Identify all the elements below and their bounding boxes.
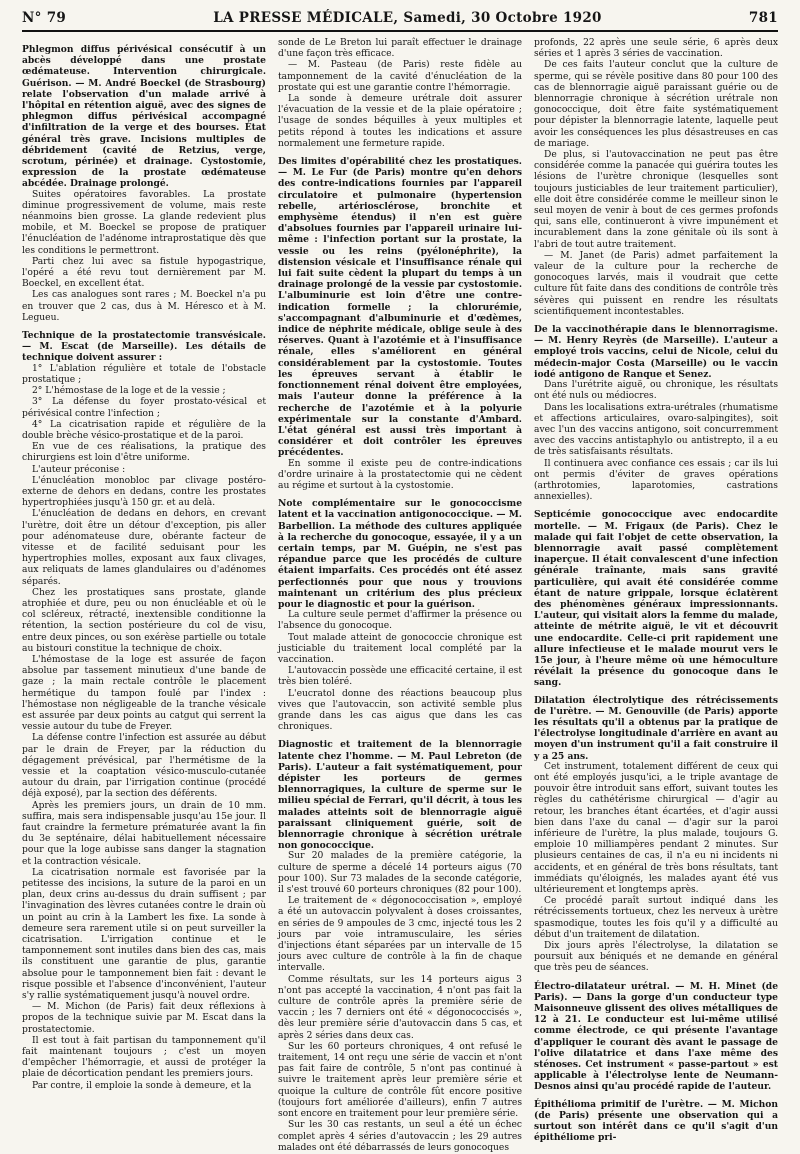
paragraph: — M. Michon (de Paris) fait deux réflexions à propos de la technique suivie par M. Escat dans la prostatectomie. [22, 1002, 266, 1035]
section-heading: Électro-dilatateur urétral. — M. H. Minet (de Paris). — Dans la gorge d'un conducteur type Maisonneuve glissent des olives métalliques de 12 à 21. Le conducteur est lui-même utilisé comme électrode, ce qui présente l'avantage d'appliquer le courant dès avant le passage de l'olive dilatatrice et dans l'axe même des sténoses. Cet instrument « passe-partout » est applicable à l'électrolyse lente de Neumann-Desnos ainsi qu'au procédé rapide de l'auteur. [534, 980, 778, 1093]
paragraph: Sur 20 malades de la première catégorie, la culture de sperme a décelé 14 porteurs aigus (70 pour 100). Sur 73 malades de la seconde catégorie, il s'est trouvé 60 porteurs chroniques (82 pour 100). [278, 851, 522, 896]
paragraph: Suites opératoires favorables. La prostate diminue progressivement de volume, mais reste néanmoins bien grosse. La glande redevient plus mobile, et M. Boeckel se propose de pratiquer l'énucléation de l'adénome intraprostatique dès que les conditions le permettront. [22, 189, 266, 256]
section-heading: Note complémentaire sur le gonococcisme latent et la vaccination antigonococcique. — M. Barbellion. La méthode des cultures appliquée à la recherche du gonocoque, essayée, il y a un certain temps, par M. Guépin, ne s'est pas répandue parce que les procédés de culture étaient imparfaits. Ces procédés ont été assez perfectionnés pour que nous y trouvions maintenant un critérium des plus précieux pour le diagnostic et pour la guérison. [278, 498, 522, 610]
paragraph: Parti chez lui avec sa fistule hypogastrique, l'opéré a été revu tout dernièrement par M. Boeckel, en excellent état. [22, 256, 266, 290]
paragraph: L'énucléation monobloc par clivage postéro-externe de dehors en dedans, contre les prostates hypertrophiées jusqu'à 150 gr. et au delà. [22, 475, 266, 509]
paragraph: L'eucratol donne des réactions beaucoup plus vives que l'autovaccin, son activité semble plus grande dans les cas aigus que dans les cas chroniques. [278, 688, 522, 733]
paragraph: Les cas analogues sont rares ; M. Boeckel n'a pu en trouver que 2 cas, dus à M. Héresco et à M. Legueu. [22, 290, 266, 323]
paragraph: sonde de Le Breton lui paraît effectuer le drainage d'une façon très efficace. [278, 38, 522, 60]
paragraph: L'énucléation de dedans en dehors, en crevant l'urètre, doit être un détour d'exception, pis aller pour adénomateuse dure, obérante facteur de vitesse et de facilité seduisant pour les hypertrophies molles, exposant aux faux clivages, aux reliquats de lames glandulaires ou d'adénomes séparés. [22, 509, 266, 587]
paragraph: Après les premiers jours, un drain de 10 mm. suffira, mais sera indispensable jusqu'au 15e jour. Il faut craindre la fermeture prématurée avant la fin du 3e septénaire, délai habituellement nécessaire pour que la loge aubisse sans danger la stagnation et la contraction vésicale. [22, 800, 266, 867]
paragraph: Ce procédé paraît surtout indiqué dans les rétrécissements tortueux, chez les nerveux à urètre spasmodique, toutes les fois qu'il y a difficulté au début d'un traitement de dilatation. [534, 896, 778, 940]
column-1 [22, 38, 266, 1091]
section-heading: De la vaccinothérapie dans le blennorragisme. — M. Henry Reyrès (de Marseille). L'auteur a employé trois vaccins, celui de Nicole, celui du médecin-major Costa (Marseille) ou le vaccin iodé antigono de Ranque et Senez. [534, 324, 778, 380]
paragraph: Dix jours après l'électrolyse, la dilatation se poursuit aux béniqués et ne demande en général que très peu de séances. [534, 941, 778, 974]
paragraph: De plus, si l'autovaccination ne peut pas être considérée comme la panacée qui guérira toutes les lésions de l'urètre chronique (lesquelles sont toujours justiciables de leur traitement particulier), elle doit être considérée comme le meilleur sinon le seul moyen de venir à bout de ces germes profonds qui, sans elle, continueront à vivre impunément et incurablement dans la zone génitale où ils sont à l'abri de tout autre traitement. [534, 150, 778, 250]
paragraph: profonds, 22 après une seule série, 6 après deux séries et 1 après 3 séries de vaccination. [534, 38, 778, 60]
paragraph: De ces faits l'auteur conclut que la culture de sperme, qui se révèle positive dans 80 pour 100 des cas de blennorragie aiguë paraissant guérie ou de blennorragie chronique à sécrétion urétrale non gonococcique, doit être faite systématiquement pour dépister la blennorragie latente, laquelle peut avoir les conséquences les plus désastreuses en cas de mariage. [534, 60, 778, 149]
paragraph: 1° L'ablation régulière et totale de l'obstacle prostatique ; [22, 363, 266, 385]
paragraph: En somme il existe peu de contre-indications d'ordre urinaire à la prostatectomie qui ne cèdent au régime et surtout à la cystostomie. [278, 458, 522, 491]
paragraph: La cicatrisation normale est favorisée par la petitesse des incisions, la suture de la paroi en un plan, deux crins au-dessus du drain suffisent ; par l'invagination des lèvres cutanées contre le drain où un point au crin à la Lambert les fixe. La sonde à demeure sera rarement utile si on peut surveiller la cicatrisation. L'irrigation continue et le tamponnement sont inutiles dans bien des cas, mais ils constituent une garantie de plus, garantie absolue pour le tamponnement bien fait : devant le risque possible et l'absence d'inconvénient, l'auteur s'y rallie systématiquement jusqu'à nouvel ordre. [22, 867, 266, 1002]
page-header [22, 10, 778, 30]
article-columns [22, 38, 778, 1153]
paragraph: L'auteur préconise : [32, 464, 126, 475]
paragraph: Il continuera avec confiance ces essais ; car ils lui ont permis d'éviter de graves opérations (arthrotomies, laparotomies, castrations annexielles). [534, 458, 778, 503]
publication-title: LA PRESSE MÉDICALE, Samedi, 30 Octobre 1920 [213, 10, 602, 26]
page-number: 781 [748, 10, 778, 26]
paragraph: L'autovaccin possède une efficacité certaine, il est très bien toléré. [278, 666, 522, 688]
section-heading: Des limites d'opérabilité chez les prostatiques. — M. Le Fur (de Paris) montre qu'en dehors des contre-indications fournies par l'appareil circulatoire et pulmonaire (hypertension rebelle, artériosclérose, bronchite et emphysème étendus) il n'en est guère d'absolues fournies par l'appareil urinaire lui-même : l'infection portant sur la prostate, la vessie ou les reins (pyélonéphrite), la distension vésicale et l'insuffisance rénale qui lui fait suite cèdent la plupart du temps à un drainage prolongé de la vessie par cystostomie. L'albuminurie est loin d'être une contre-indication formelle ; la chlorurémie, s'accompagnant d'albuminurie et d'œdèmes, indice de néphrite médicale, oblige seule à des réserves. Quant à l'azotémie et à l'insuffisance rénale, elles s'améliorent en général considérablement par la cystostomie. Toutes les épreuves servant à établir le fonctionnement rénal doivent être employées, mais l'auteur donne la préférence à la recherche de l'azotémie et à la polyurie expérimentale sur la constante d'Ambard. L'état général est aussi très important à considérer et doit contrôler les épreuves précédentes. [278, 156, 522, 459]
paragraph: En vue de ces réalisations, la pratique des chirurgiens est loin d'être uniforme. [22, 442, 266, 464]
paragraph: Chez les prostatiques sans prostate, glande atrophiée et dure, peu ou non énucléable et où le col scléreux, rétracté, inextensible conditionne la rétention, la section postérieure du col de visu, entre deux pinces, ou son exérèse partielle ou totale au bistouri constitue la technique de choix. [22, 587, 266, 654]
paragraph: Par contre, il emploie la sonde à demeure, et la [32, 1080, 252, 1091]
section-heading: Diagnostic et traitement de la blennorragie latente chez l'homme. — M. Paul Lebreton (de Paris). L'auteur a fait systématiquement, pour dépister les porteurs de germes blennorragiques, la culture de sperme sur le milieu spécial de Ferrari, qu'il décrit, à tous les malades atteints soit de blennorragie aiguë paraissant cliniquement guérie, soit de blennorragie chronique à sécrétion urétrale non gonococcique. [278, 739, 522, 852]
section-heading: Phlegmon diffus périvésical consécutif à un abcès développé dans une prostate œdémateuse. Intervention chirurgicale. Guérison. — M. André Boeckel (de Strasbourg) relate l'observation d'un malade arrivé à l'hôpital en rétention aiguë, avec des signes de phlegmon diffus périvésical accompagné d'infiltration de la verge et des bourses. État général très grave. Incisions multiples de débridement (cavité de Retzius, verge, scrotum, périnée) et drainage. Cystostomie, expression de la prostate œdémateuse abcédée. Drainage prolongé. [22, 44, 266, 190]
paragraph: 2° L'hémostase de la loge et de la vessie ; [32, 386, 226, 397]
paragraph: Dans l'urétrite aiguë, ou chronique, les résultats ont été nuls ou médiocres. [534, 380, 778, 402]
paragraph: Le traitement de « dégonococcisation », employé a été un autovaccin polyvalent à doses croissantes, en séries de 9 ampoules de 3 cmc, injecté tous les 2 jours par voie intramusculaire, les séries d'injections étant séparées par un intervalle de 15 jours avec culture de contrôle à la fin de chaque intervalle. [278, 896, 522, 974]
header-rule [22, 30, 778, 32]
paragraph: Dans les localisations extra-urétrales (rhumatisme et affections articulaires, ovaro-salpingites), soit avec l'un des vaccins antigono, soit concurremment avec des vaccins antistaphylo ou antistrepto, il a eu de très satisfaisants résultats. [534, 402, 778, 458]
paragraph: L'hémostase de la loge est assurée de façon absolue par tassement minutieux d'une bande de gaze ; la main rectale contrôle le placement hermétique du tampon foulé par l'index : l'hémostase non négligeable de la tranche vésicale est assurée par deux points au catgut qui serrent la vessie autour du tube de Freyer. [22, 654, 266, 733]
paragraph: Sur les 30 cas restants, un seul a été un échec complet après 4 séries d'autovaccin ; les 29 autres malades ont été débarrassés de leurs gonocoques [278, 1120, 522, 1153]
issue-number: N° 79 [22, 10, 67, 26]
section-heading: Technique de la prostatectomie transvésicale. — M. Escat (de Marseille). Les détails de technique doivent assurer : [22, 330, 266, 364]
section-heading: Septicémie gonococcique avec endocardite mortelle. — M. Frigaux (de Paris). Chez le malade qui fait l'objet de cette observation, la blennorragie avait passé complètement inaperçue. Il était convalescent d'une infection générale traînante, mais sans gravité particulière, qui avait été considérée comme étant de nature grippale, lorsque éclatèrent des phénomènes généraux impressionnants. L'auteur, qui visitait alors la femme du malade, atteinte de métrite aiguë, le vit et découvrit une endocardite. Celle-ci prit rapidement une allure infectieuse et le malade mourut vers le 15e jour, à l'heure même où une hémoculture révélait la présence du gonocoque dans le sang. [534, 509, 778, 689]
section-heading: Dilatation électrolytique des rétrécissements de l'urètre. — M. Genouville (de Paris) apporte les résultats qu'il a obtenus par la pratique de l'électrolyse longitudinale d'arrière en avant au moyen d'un instrument qu'il a fait construire il y a 25 ans. [534, 694, 778, 762]
paragraph: Cet instrument, totalement différent de ceux qui ont été employés jusqu'ici, a le triple avantage de pouvoir être introduit sans effort, suivant toutes les règles du cathétérisme chirurgical — d'agir au retour, les branches étant écartées, et d'agir aussi bien dans l'axe du canal — d'agir sur la paroi inférieure de l'urètre, la plus malade, toujours G. emploie 10 milliampères pendant 2 minutes. Sur plusieurs centaines de cas, il n'a eu ni incidents ni accidents, et en général de très bons résultats, tant immédiats qu'éloignés, les malades ayant été vus ultérieurement et longtemps après. [534, 761, 778, 896]
paragraph: — M. Janet (de Paris) admet parfaitement la valeur de la culture pour la recherche de gonocoques larvés, mais il voudrait que cette culture fût faite dans des conditions de contrôle très sévères qui puissent en rendre les résultats scientifiquement incontestables. [534, 250, 778, 317]
column-2 [278, 38, 522, 1153]
paragraph: 4° La cicatrisation rapide et régulière de la double brèche vésico-prostatique et de la paroi. [22, 419, 266, 441]
paragraph: Il est tout à fait partisan du tamponnement qu'il fait maintenant toujours ; c'est un moyen d'empêcher l'hémorragie, et aussi de protéger la plaie de décortication pendant les premiers jours. [22, 1035, 266, 1080]
paragraph: La culture seule permet d'affirmer la présence ou l'absence du gonocoque. [278, 610, 522, 632]
paragraph: Sur les 60 porteurs chroniques, 4 ont refusé le traitement, 14 ont reçu une série de vaccin et n'ont pas fait faire de contrôle, 5 n'ont pas continué à suivre le traitement après leur première série et quoique la culture de contrôle fût encore positive (toujours fort améliorée d'ailleurs), enfin 7 autres sont encore en traitement pour leur première série. [278, 1041, 522, 1120]
column-3 [534, 38, 778, 1144]
paragraph: — M. Pasteau (de Paris) reste fidèle au tamponnement de la cavité d'énucléation de la prostate qui est une garantie contre l'hémorragie. [278, 60, 522, 93]
paragraph: Tout malade atteint de gonococcie chronique est justiciable du traitement local complété par la vaccination. [278, 632, 522, 665]
paragraph: La défense contre l'infection est assurée au début par le drain de Freyer, par la réduction du dégagement prévésical, par l'hermétisme de la vessie et la coaptation vésico-musculo-cutanée autour du drain, par l'irrigation continue (procédé déjà exposé), par la section des déférents. [22, 733, 266, 800]
paragraph: Comme résultats, sur les 14 porteurs aigus 3 n'ont pas accepté la vaccination, 4 n'ont pas fait la culture de contrôle après la première série de vaccin ; les 7 derniers ont été « dégonococcisés », dès leur première série d'autovaccin dans 5 cas, et après 2 séries dans deux cas. [278, 974, 522, 1041]
paragraph: 3° La défense du foyer prostato-vésical et périvésical contre l'infection ; [22, 397, 266, 419]
paragraph: La sonde à demeure urétrale doit assurer l'évacuation de la vessie et de la plaie opératoire ; l'usage de sondes béquilles à yeux multiples et petits répond à toutes les indications et assure normalement une fermeture rapide. [278, 94, 522, 149]
section-heading: Épithélioma primitif de l'urètre. — M. Michon (de Paris) présente une observation qui a surtout son intérêt dans ce qu'il s'agit d'un épithéliome pri- [534, 1098, 778, 1144]
